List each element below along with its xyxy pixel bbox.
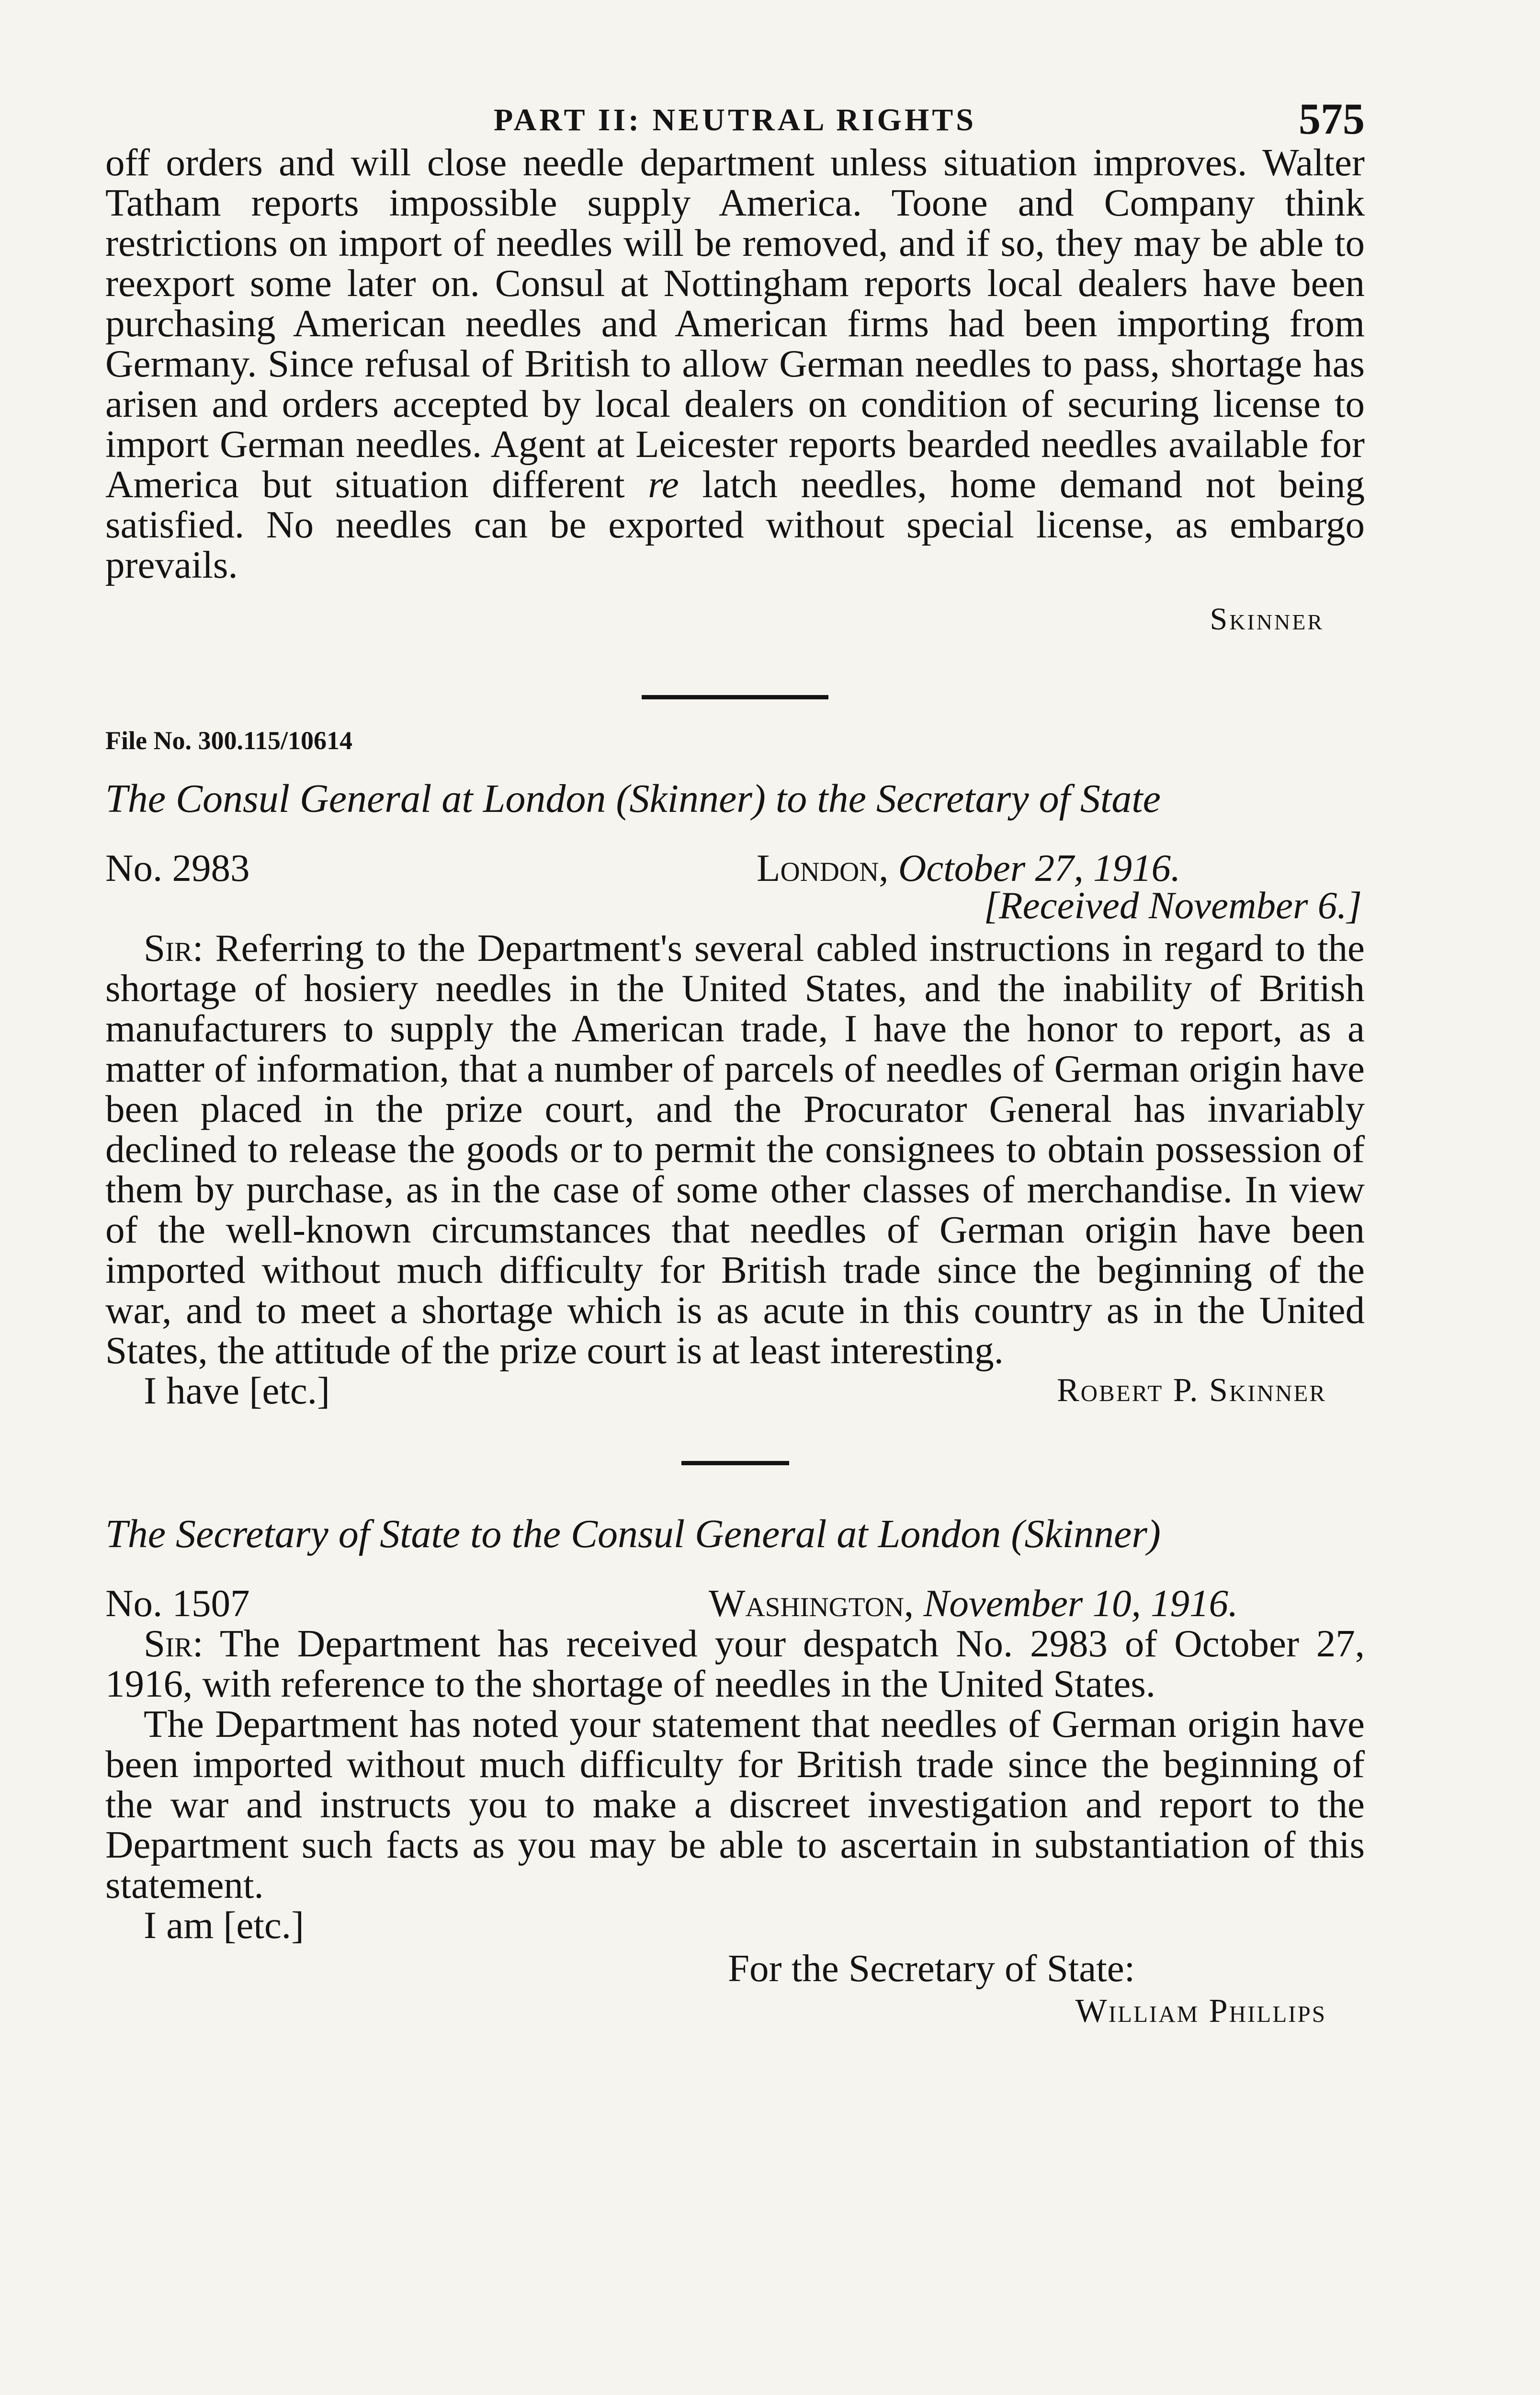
continuation-text: off orders and will close needle department unless situation improves. Walter Tatham reports impossible supply America. Toone and Company think restrictions on import of needles will be removed, and if so, they may be able to reexport some later on. Consul at Nottingham reports local dealers have been purchasing American needles and American firms had been importing from Germany. Since refusal of British to allow German needles to pass, shortage has arisen and orders accepted by local dealers on condition of securing license to import German needles. Agent at Leicester reports bearded needles available for America but situation different bbox=[105, 141, 1365, 506]
despatch-number: No. 1507 bbox=[105, 1582, 250, 1625]
received-date: [Received November 6.] bbox=[984, 884, 1362, 927]
re-italic: re bbox=[648, 463, 679, 506]
date: October 27, 1916. bbox=[898, 846, 1181, 890]
continuation-text-end: latch needles, home demand not being satisfied. No needles can be exported without special license, as embargo prevails. bbox=[105, 463, 1365, 586]
page-number: 575 bbox=[1299, 94, 1365, 143]
place: Washington, bbox=[709, 1582, 914, 1625]
signature-skinner: Skinner bbox=[1210, 602, 1324, 637]
signature-william-phillips: William Phillips bbox=[1075, 1993, 1326, 2030]
place: London, bbox=[757, 846, 889, 890]
date: November 10, 1916. bbox=[923, 1582, 1238, 1625]
letter-paragraph-1-text: The Department has received your despatch No. 2983 of October 27, 1916, with reference to the shortage of needles in the United States. bbox=[105, 1622, 1365, 1705]
letter-paragraph-1 bbox=[105, 1623, 1365, 1704]
running-head bbox=[105, 93, 1365, 146]
closing-line bbox=[105, 1370, 1365, 1411]
running-title: PART II: NEUTRAL RIGHTS bbox=[494, 103, 976, 137]
despatch-number: No. 2983 bbox=[105, 846, 250, 890]
document-heading: The Secretary of State to the Consul General at London (Skinner) bbox=[105, 1512, 1161, 1556]
for-secretary-line: For the Secretary of State: bbox=[728, 1947, 1135, 1990]
continuation-paragraph bbox=[105, 142, 1365, 585]
closing: I have [etc.] bbox=[144, 1369, 330, 1412]
letter-body bbox=[105, 928, 1365, 1370]
section-divider bbox=[642, 695, 828, 699]
signature-robert-skinner: Robert P. Skinner bbox=[1056, 1372, 1326, 1409]
closing: I am [etc.] bbox=[144, 1904, 305, 1947]
letter-paragraph-2: The Department has noted your statement that needles of German origin have been imported without much difficulty for British trade since the beginning of the war and instructs you to make a discreet investigation and report to the Department such facts as you may be able to ascertain in substantiation of this statement. bbox=[105, 1702, 1365, 1906]
document-heading: The Consul General at London (Skinner) to the Secretary of State bbox=[105, 776, 1161, 821]
salutation: Sir: bbox=[144, 1622, 204, 1665]
letter-body-text: Referring to the Department's several cabled instructions in regard to the shortage of hosiery needles in the United States, and the inability of British manufacturers to supply the American trade, I have the honor to report, as a matter of information, that a number of parcels of needles of German origin have been placed in the prize court, and the Procurator General has invariably declined to release the goods or to permit the consignees to obtain possession of them by purchase, as in the case of some other classes of merchandise. In view of the well-known circumstances that needles of German origin have been imported without much difficulty for British trade since the beginning of the war, and to meet a shortage which is as acute in this country as in the United States, the attitude of the prize court is at least interesting. bbox=[105, 926, 1365, 1372]
place-date bbox=[757, 846, 1180, 890]
document-page bbox=[105, 93, 1365, 2030]
file-number: File No. 300.115/10614 bbox=[105, 726, 352, 755]
salutation: Sir: bbox=[144, 926, 204, 969]
dateline bbox=[105, 1576, 1365, 1623]
dateline bbox=[105, 841, 1365, 888]
section-divider bbox=[681, 1461, 789, 1465]
place-date bbox=[709, 1581, 1238, 1626]
